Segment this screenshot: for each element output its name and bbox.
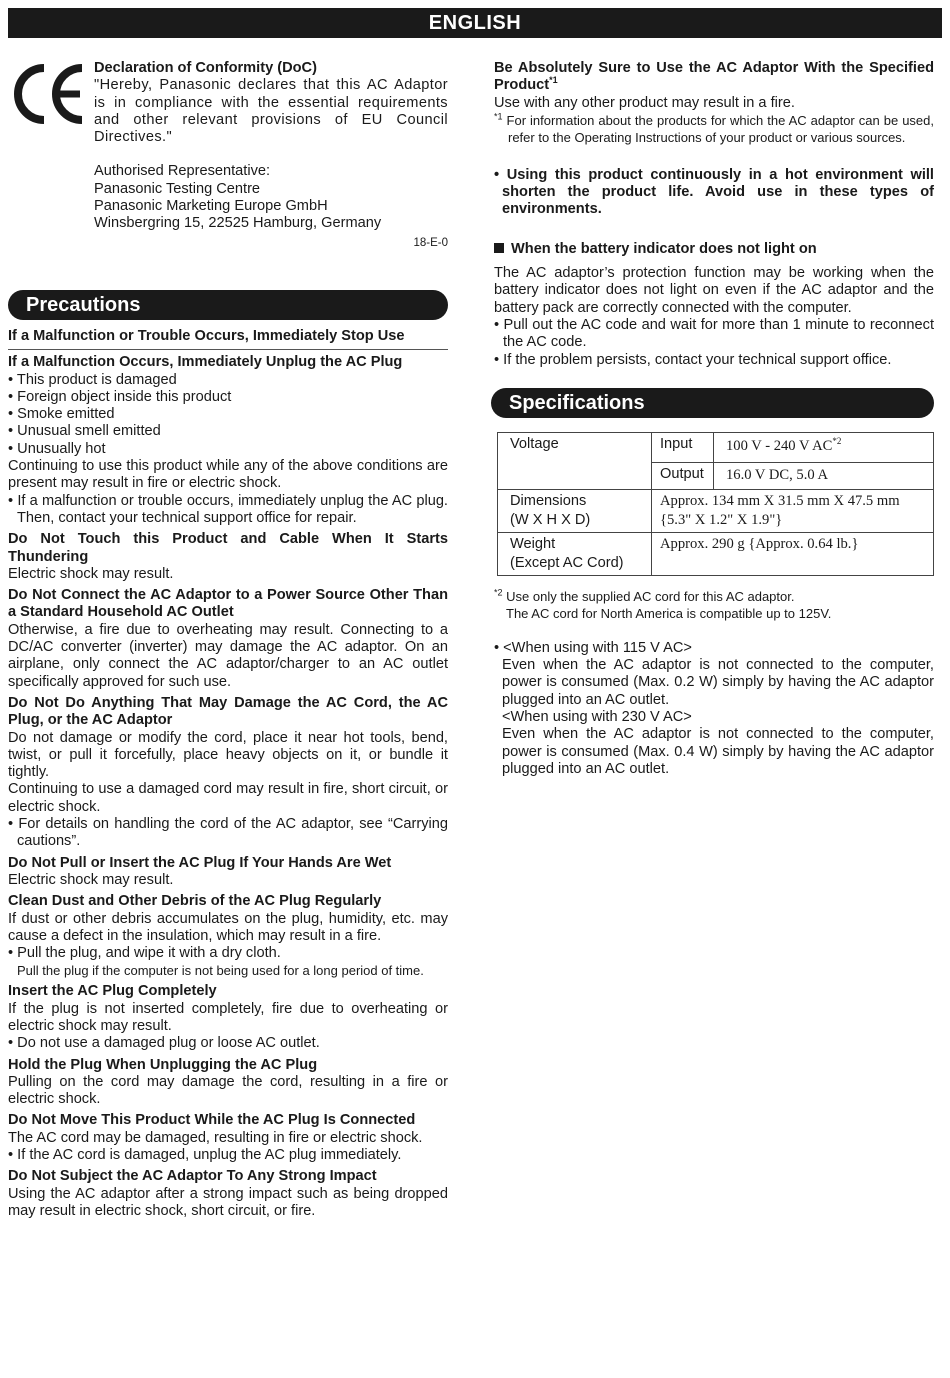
precaution-body: Pulling on the cord may damage the cord, resulting in a fire or electric shock. — [8, 1073, 448, 1108]
table-cell: Voltage — [498, 432, 652, 489]
precaution-title: Do Not Subject the AC Adaptor To Any Strong Impact — [8, 1168, 377, 1185]
specified-product-body: Use with any other product may result in a fire. — [494, 94, 795, 111]
precaution-item — [8, 587, 448, 691]
precaution-title: If a Malfunction Occurs, Immediately Unplug the AC Plug — [8, 354, 403, 371]
specifications-table — [497, 432, 934, 576]
precaution-body: Continuing to use this product while any of the above conditions are present may result in fire or electric shock. — [8, 458, 448, 492]
table-cell: Input — [652, 432, 714, 462]
doc-statement: "Hereby, Panasonic declares that this AC Adaptor is in compliance with the essential requirements and other relevant provisions of EU Council Directives." — [94, 77, 448, 146]
list-item: • Pull out the AC code and wait for more than 1 minute to reconnect the AC code. — [494, 316, 934, 351]
precaution-body: Using the AC adaptor after a strong impact such as being dropped may result in electric shock, short circuit, or fire. — [8, 1185, 448, 1219]
precaution-item — [8, 695, 448, 851]
footnote-ref: *1 — [549, 75, 558, 86]
left-column — [8, 60, 448, 1220]
language-header: ENGLISH — [8, 8, 942, 38]
precaution-item — [8, 983, 448, 1052]
list-item: • Pull the plug, and wipe it with a dry cloth. — [8, 945, 281, 962]
precaution-body: Otherwise, a fire due to overheating may result. Connecting to a DC/AC converter (inverter) may damage the AC adaptor. On an airplane, only connect the AC adaptor/charger to an AC outlet specifically approved for such use. — [8, 621, 448, 690]
doc-code: 18-E-0 — [413, 236, 448, 249]
precaution-item — [8, 855, 448, 890]
precaution-item — [8, 354, 448, 527]
doc-title: Declaration of Conformity (DoC) — [94, 60, 317, 76]
precaution-body: The AC cord may be damaged, resulting in fire or electric shock. — [8, 1129, 423, 1146]
specified-product-title: Be Absolutely Sure to Use the AC Adaptor With the Specified Product$^{*1}$ — [494, 60, 934, 94]
table-row — [498, 532, 934, 575]
precaution-item — [8, 1168, 448, 1220]
list-item: • Smoke emitted — [8, 406, 115, 423]
doc-representative-label: Authorised Representative: — [94, 163, 271, 180]
power-230-head: <When using with 230 V AC> — [502, 709, 692, 726]
precaution-body: Continuing to use a damaged cord may result in fire, short circuit, or electric shock. — [8, 781, 448, 815]
right-column — [494, 60, 934, 778]
precaution-title: Clean Dust and Other Debris of the AC Plug Regularly — [8, 893, 382, 910]
precaution-item — [8, 1112, 448, 1164]
precaution-title: Hold the Plug When Unplugging the AC Plug — [8, 1056, 318, 1073]
table-cell: 100 V - 240 V AC$^{*2}$ — [714, 432, 934, 462]
precaution-title: Do Not Pull or Insert the AC Plug If Your Hands Are Wet — [8, 854, 392, 871]
table-cell: Weight (Except AC Cord) — [498, 532, 652, 575]
power-230-body: Even when the AC adaptor is not connected to the computer, power is consumed (Max. 0.4 W) simply by having the AC adaptor plugged into an AC outlet. — [502, 726, 934, 777]
list-item: • Unusual smell emitted — [8, 423, 161, 440]
list-item: • Unusually hot — [8, 440, 106, 457]
precaution-body: Electric shock may result. — [8, 565, 174, 582]
precaution-title: Insert the AC Plug Completely — [8, 983, 217, 1000]
table-cell: Output — [652, 462, 714, 489]
battery-indicator-heading: When the battery indicator does not light on — [494, 241, 934, 258]
table-cell: Dimensions (W X H X D) — [498, 489, 652, 532]
list-item: • Do not use a damaged plug or loose AC outlet. — [8, 1035, 320, 1052]
hot-environment-warning: • Using this product continuously in a hot environment will shorten the product life. Avoid use in these types of environments. — [494, 166, 934, 218]
table-cell: 16.0 V DC, 5.0 A — [714, 462, 934, 489]
precaution-title: Do Not Touch this Product and Cable When It Starts Thundering — [8, 531, 448, 565]
doc-rep-line: Panasonic Marketing Europe GmbH — [94, 198, 328, 215]
precaution-item — [8, 531, 448, 583]
battery-indicator-body: The AC adaptor’s protection function may be working when the battery indicator does not light on even if the AC adaptor and the battery pack are correctly connected with the computer. — [494, 265, 934, 316]
footnote-1: $^{*1}$ For information about the products for which the AC adaptor can be used, refer to the Operating Instructions of your product or various sources. — [494, 111, 934, 146]
square-bullet-icon — [494, 243, 504, 253]
ce-mark-icon — [8, 62, 86, 126]
list-item: • This product is damaged — [8, 371, 177, 388]
precautions-heading: Precautions — [8, 290, 448, 320]
list-item: • If the problem persists, contact your technical support office. — [494, 351, 892, 368]
precaution-item — [8, 893, 448, 979]
precaution-title: Do Not Connect the AC Adaptor to a Power Source Other Than a Standard Household AC Outlet — [8, 587, 448, 621]
table-cell: Approx. 134 mm X 31.5 mm X 47.5 mm {5.3" X 1.2" X 1.9"} — [652, 489, 934, 532]
precaution-body: If the plug is not inserted completely, fire due to overheating or electric shock may result. — [8, 1000, 448, 1034]
malfunction-warning: If a Malfunction or Trouble Occurs, Immediately Stop Use — [8, 328, 448, 350]
list-item: • <When using with 115 V AC> — [494, 639, 692, 656]
doc-rep-line: Winsbergring 15, 22525 Hamburg, Germany — [94, 215, 382, 232]
table-row — [498, 489, 934, 532]
table-cell: Approx. 290 g {Approx. 0.64 lb.} — [652, 532, 934, 575]
footnote-2: $^{*2}$ Use only the supplied AC cord for this AC adaptor. The AC cord for North America is compatible up to 125V. — [494, 587, 832, 621]
precaution-title: Do Not Move This Product While the AC Plug Is Connected — [8, 1112, 416, 1129]
precaution-title: Do Not Do Anything That May Damage the AC Cord, the AC Plug, or the AC Adaptor — [8, 694, 448, 729]
list-item: • Foreign object inside this product — [8, 388, 232, 405]
precaution-note: Pull the plug if the computer is not being used for a long period of time. — [17, 963, 424, 979]
declaration-of-conformity — [8, 60, 448, 290]
list-item: • If a malfunction or trouble occurs, immediately unplug the AC plug. Then, contact your technical support office for repair. — [8, 492, 448, 526]
specifications-heading: Specifications — [491, 388, 934, 418]
list-item: • If the AC cord is damaged, unplug the AC plug immediately. — [8, 1147, 402, 1164]
list-item: • For details on handling the cord of the AC adaptor, see “Carrying cautions”. — [8, 816, 448, 850]
precaution-body: If dust or other debris accumulates on the plug, humidity, etc. may cause a defect in the insulation, which may result in a fire. — [8, 910, 448, 944]
table-row — [498, 432, 934, 462]
power-115-body: Even when the AC adaptor is not connected to the computer, power is consumed (Max. 0.2 W) simply by having the AC adaptor plugged into an AC outlet. — [502, 657, 934, 708]
doc-rep-line: Panasonic Testing Centre — [94, 180, 261, 197]
precaution-item — [8, 1057, 448, 1109]
precaution-body: Do not damage or modify the cord, place it near hot tools, bend, twist, or pull it forcefully, place heavy objects on it, or bundle it tightly. — [8, 729, 448, 781]
precaution-body: Electric shock may result. — [8, 871, 174, 888]
standby-power-info — [494, 640, 934, 778]
